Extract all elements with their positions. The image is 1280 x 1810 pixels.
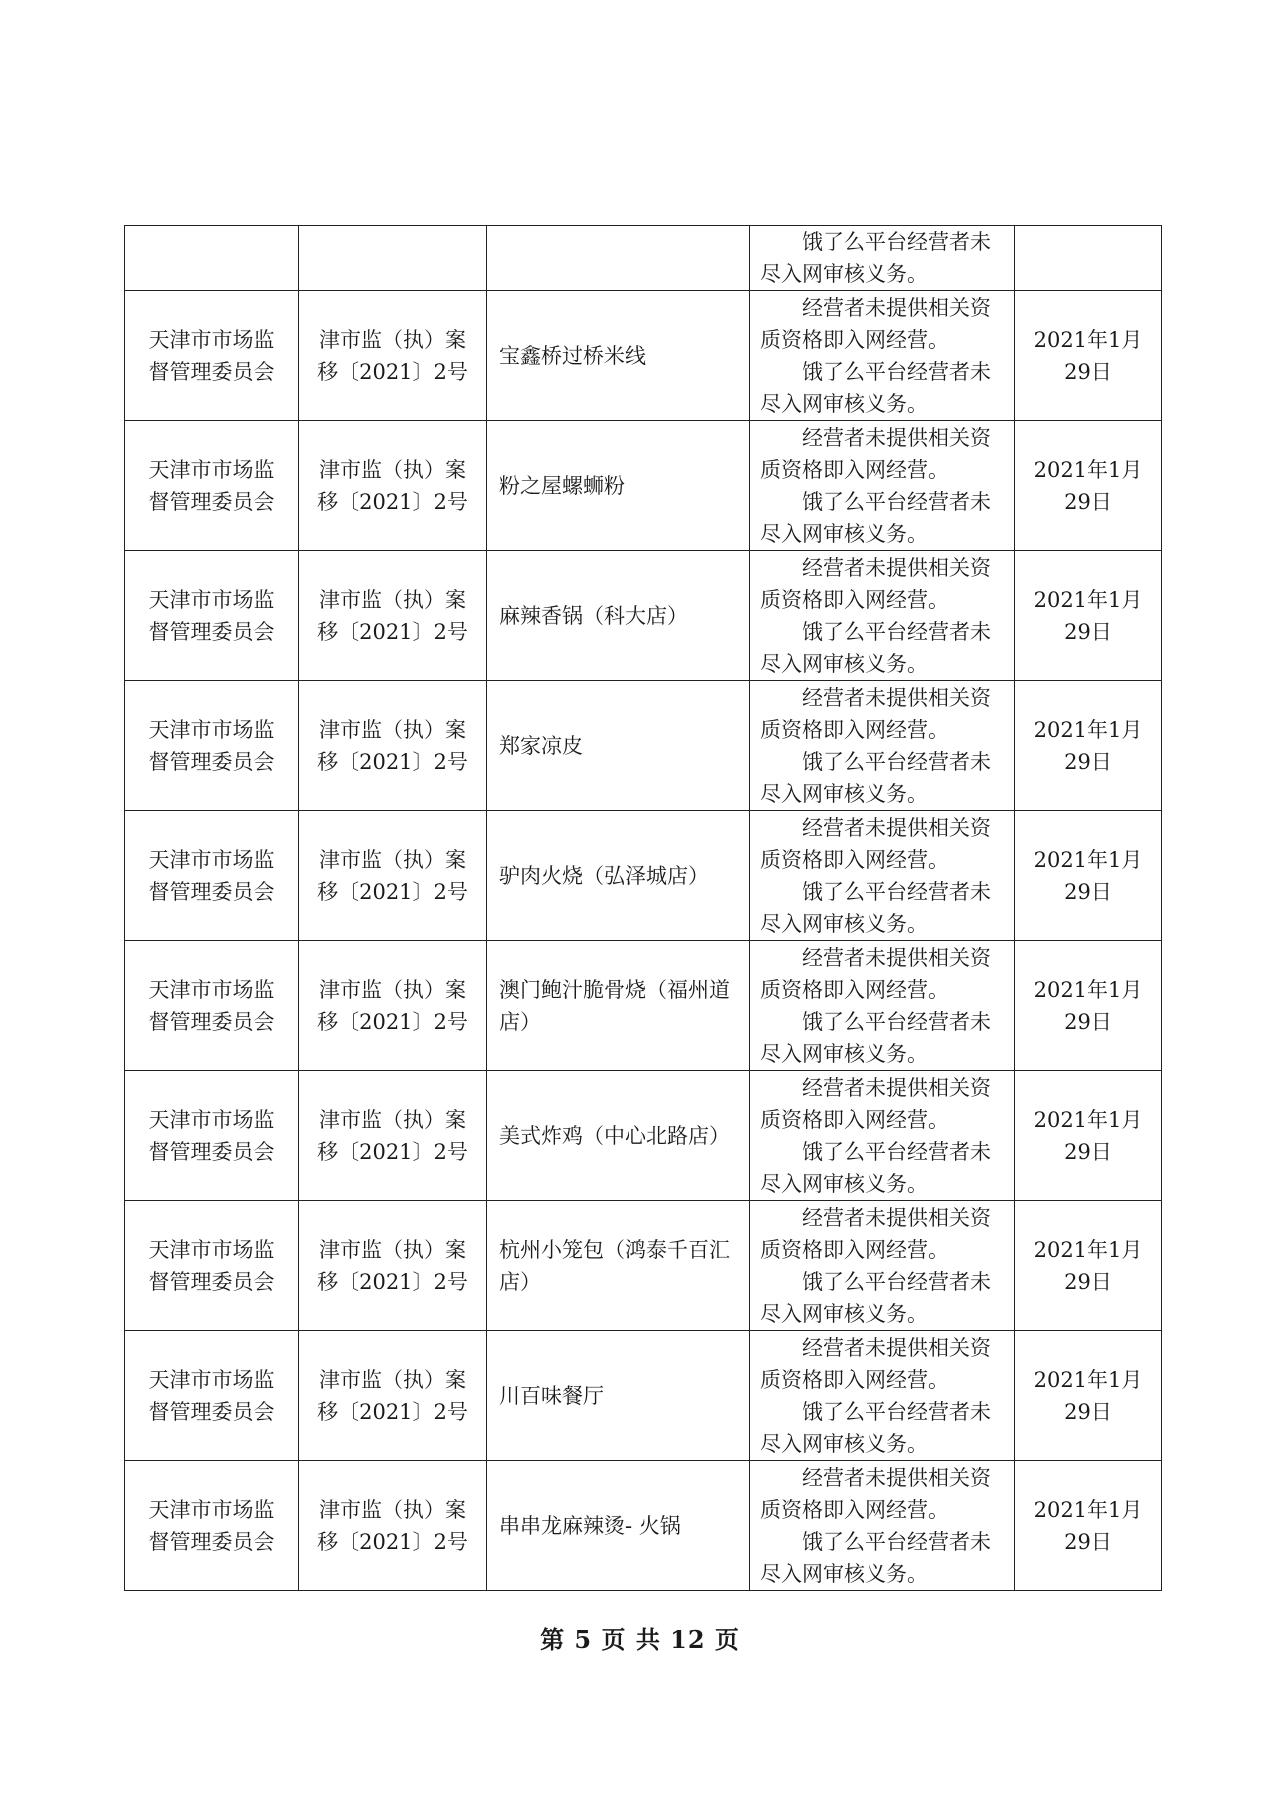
- cell-doc-number-line: 移〔2021〕2号: [317, 619, 468, 644]
- cell-doc-number-line: 津市监（执）案: [319, 1497, 466, 1522]
- cell-reason-line: 尽入网审核义务。: [760, 1171, 928, 1196]
- cell-org: [125, 1201, 299, 1331]
- cell-reason-line: 饿了么平台经营者未: [802, 749, 991, 774]
- cell-date-line: 29日: [1064, 1009, 1112, 1034]
- cell-reason-line: 质资格即入网经营。: [760, 1107, 949, 1132]
- cell-reason-line: 经营者未提供相关资: [802, 425, 991, 450]
- cell-store-name-line: 店）: [499, 1269, 541, 1294]
- cell-doc-number-line: 移〔2021〕2号: [317, 1269, 468, 1294]
- cell-org-line: 督管理委员会: [148, 359, 275, 384]
- cell-doc-number: [299, 1461, 487, 1591]
- cell-reason-line: 经营者未提供相关资: [802, 1075, 991, 1100]
- cell-date: [1015, 551, 1162, 681]
- cell-store-name-line: 串串龙麻辣烫- 火锅: [499, 1513, 681, 1538]
- cell-reason-line: 质资格即入网经营。: [760, 977, 949, 1002]
- cell-reason: [750, 811, 1015, 941]
- cell-store-name: [487, 1331, 750, 1461]
- cell-org-line: 天津市市场监: [148, 977, 275, 1002]
- cell-date-line: 29日: [1064, 359, 1112, 384]
- cell-store-name-line: 麻辣香锅（科大店）: [499, 603, 688, 628]
- table-row: [125, 1331, 1162, 1461]
- cell-reason: [750, 226, 1015, 291]
- cell-org-line: 天津市市场监: [148, 1237, 275, 1262]
- cell-store-name-line: 郑家凉皮: [499, 733, 583, 758]
- cell-doc-number-line: 移〔2021〕2号: [317, 879, 468, 904]
- cell-store-name-line: 宝鑫桥过桥米线: [499, 343, 646, 368]
- cell-reason-line: 质资格即入网经营。: [760, 587, 949, 612]
- cell-store-name-line: 美式炸鸡（中心北路店）: [499, 1123, 730, 1148]
- cell-org-line: 天津市市场监: [148, 1107, 275, 1132]
- cell-doc-number: [299, 811, 487, 941]
- cell-reason-line: 饿了么平台经营者未: [802, 1529, 991, 1554]
- cell-date-line: 29日: [1064, 489, 1112, 514]
- table-row: [125, 1071, 1162, 1201]
- cell-store-name-line: 澳门鲍汁脆骨烧（福州道: [499, 977, 730, 1002]
- cell-doc-number-line: 津市监（执）案: [319, 587, 466, 612]
- cell-store-name: [487, 226, 750, 291]
- cell-org-line: 督管理委员会: [148, 619, 275, 644]
- cell-date-line: 2021年1月: [1033, 1497, 1143, 1522]
- cell-store-name-line: 驴肉火烧（弘泽城店）: [499, 863, 709, 888]
- cell-reason-line: 饿了么平台经营者未: [802, 619, 991, 644]
- cell-reason-line: 尽入网审核义务。: [760, 521, 928, 546]
- cell-org-line: 督管理委员会: [148, 1399, 275, 1424]
- page-number-footer: 第 5 页 共 12 页: [540, 1625, 740, 1654]
- cell-reason: [750, 941, 1015, 1071]
- cell-reason: [750, 1331, 1015, 1461]
- cell-org-line: 天津市市场监: [148, 1497, 275, 1522]
- cell-store-name: [487, 1071, 750, 1201]
- cell-reason-line: 经营者未提供相关资: [802, 555, 991, 580]
- cell-reason-line: 尽入网审核义务。: [760, 1431, 928, 1456]
- cell-reason-line: 饿了么平台经营者未: [802, 1399, 991, 1424]
- cell-org: [125, 551, 299, 681]
- cell-date-line: 2021年1月: [1033, 587, 1143, 612]
- cell-date-line: 29日: [1064, 1269, 1112, 1294]
- cell-doc-number-line: 移〔2021〕2号: [317, 749, 468, 774]
- table-row: [125, 681, 1162, 811]
- cell-date-line: 2021年1月: [1033, 1367, 1143, 1392]
- cell-org-line: 督管理委员会: [148, 489, 275, 514]
- cell-reason-line: 经营者未提供相关资: [802, 685, 991, 710]
- cell-reason-line: 质资格即入网经营。: [760, 1367, 949, 1392]
- cell-org: [125, 1461, 299, 1591]
- cell-reason: [750, 421, 1015, 551]
- cell-date-line: 29日: [1064, 619, 1112, 644]
- cell-reason-line: 饿了么平台经营者未: [802, 359, 991, 384]
- cell-doc-number-line: 移〔2021〕2号: [317, 1009, 468, 1034]
- cell-org: [125, 421, 299, 551]
- cell-org: [125, 226, 299, 291]
- cell-org-line: 天津市市场监: [148, 1367, 275, 1392]
- cell-doc-number-line: 移〔2021〕2号: [317, 1139, 468, 1164]
- cell-org-line: 天津市市场监: [148, 587, 275, 612]
- cell-org-line: 督管理委员会: [148, 749, 275, 774]
- cell-org-line: 天津市市场监: [148, 327, 275, 352]
- cell-org: [125, 1331, 299, 1461]
- cell-org-line: 督管理委员会: [148, 1009, 275, 1034]
- cell-doc-number-line: 津市监（执）案: [319, 327, 466, 352]
- cell-date: [1015, 681, 1162, 811]
- table-row: [125, 811, 1162, 941]
- cell-reason-line: 经营者未提供相关资: [802, 1335, 991, 1360]
- cell-org: [125, 941, 299, 1071]
- cell-org-line: 天津市市场监: [148, 717, 275, 742]
- cell-doc-number: [299, 1071, 487, 1201]
- cell-date-line: 2021年1月: [1033, 847, 1143, 872]
- cell-store-name: [487, 1201, 750, 1331]
- cell-date-line: 2021年1月: [1033, 1107, 1143, 1132]
- table-row-continuation: [125, 226, 1162, 291]
- cell-reason: [750, 291, 1015, 421]
- cell-reason-line: 饿了么平台经营者未: [802, 1269, 991, 1294]
- cell-doc-number: [299, 1331, 487, 1461]
- table-row: [125, 1461, 1162, 1591]
- cell-reason-line: 质资格即入网经营。: [760, 847, 949, 872]
- cell-date: [1015, 421, 1162, 551]
- cell-reason-line: 经营者未提供相关资: [802, 1205, 991, 1230]
- cell-doc-number: [299, 941, 487, 1071]
- cell-doc-number: [299, 421, 487, 551]
- cell-org: [125, 291, 299, 421]
- cell-org: [125, 1071, 299, 1201]
- cell-doc-number: [299, 1201, 487, 1331]
- table-body: [125, 226, 1162, 1591]
- cell-store-name: [487, 421, 750, 551]
- cell-date: [1015, 1071, 1162, 1201]
- cell-reason-line: 尽入网审核义务。: [760, 1041, 928, 1066]
- cell-doc-number-line: 津市监（执）案: [319, 977, 466, 1002]
- cell-reason: [750, 1071, 1015, 1201]
- cell-date: [1015, 1201, 1162, 1331]
- cell-reason: [750, 681, 1015, 811]
- cell-reason-line: 质资格即入网经营。: [760, 717, 949, 742]
- cell-reason-line: 尽入网审核义务。: [760, 1561, 928, 1586]
- reason-line: 尽入网审核义务。: [760, 262, 928, 286]
- cell-doc-number-line: 津市监（执）案: [319, 717, 466, 742]
- cell-date-line: 2021年1月: [1033, 977, 1143, 1002]
- cell-reason: [750, 1461, 1015, 1591]
- cell-reason-line: 尽入网审核义务。: [760, 1301, 928, 1326]
- cell-reason: [750, 1201, 1015, 1331]
- cell-doc-number-line: 津市监（执）案: [319, 847, 466, 872]
- cell-date-line: 29日: [1064, 1529, 1112, 1554]
- table-row: [125, 941, 1162, 1071]
- cell-date-line: 2021年1月: [1033, 1237, 1143, 1262]
- cell-date-line: 29日: [1064, 1139, 1112, 1164]
- table-row: [125, 1201, 1162, 1331]
- cell-reason-line: 质资格即入网经营。: [760, 1497, 949, 1522]
- cell-date: [1015, 1331, 1162, 1461]
- cell-reason-line: 经营者未提供相关资: [802, 945, 991, 970]
- cell-store-name-line: 粉之屋螺蛳粉: [499, 473, 625, 498]
- cell-org-line: 督管理委员会: [148, 879, 275, 904]
- cell-date: [1015, 941, 1162, 1071]
- cell-date-line: 2021年1月: [1033, 457, 1143, 482]
- cell-doc-number-line: 津市监（执）案: [319, 1367, 466, 1392]
- cell-doc-number: [299, 551, 487, 681]
- cell-store-name: [487, 941, 750, 1071]
- cell-doc-number-line: 移〔2021〕2号: [317, 359, 468, 384]
- cell-reason-line: 尽入网审核义务。: [760, 781, 928, 806]
- cell-reason: [750, 551, 1015, 681]
- enforcement-table: [124, 225, 1162, 1591]
- cell-reason-line: 尽入网审核义务。: [760, 911, 928, 936]
- cell-doc-number-line: 津市监（执）案: [319, 1107, 466, 1132]
- cell-store-name: [487, 551, 750, 681]
- cell-date: [1015, 226, 1162, 291]
- cell-org-line: 督管理委员会: [148, 1269, 275, 1294]
- cell-org-line: 督管理委员会: [148, 1529, 275, 1554]
- table-row: [125, 551, 1162, 681]
- table-row: [125, 421, 1162, 551]
- cell-doc-number-line: 移〔2021〕2号: [317, 489, 468, 514]
- cell-date-line: 2021年1月: [1033, 717, 1143, 742]
- cell-date-line: 29日: [1064, 749, 1112, 774]
- cell-date-line: 29日: [1064, 879, 1112, 904]
- cell-org-line: 天津市市场监: [148, 457, 275, 482]
- cell-doc-number: [299, 226, 487, 291]
- cell-reason-line: 质资格即入网经营。: [760, 327, 949, 352]
- cell-reason-line: 质资格即入网经营。: [760, 1237, 949, 1262]
- cell-doc-number: [299, 291, 487, 421]
- cell-org-line: 督管理委员会: [148, 1139, 275, 1164]
- cell-reason-line: 尽入网审核义务。: [760, 651, 928, 676]
- cell-date-line: 29日: [1064, 1399, 1112, 1424]
- cell-date: [1015, 1461, 1162, 1591]
- cell-store-name: [487, 811, 750, 941]
- cell-date: [1015, 811, 1162, 941]
- cell-reason-line: 经营者未提供相关资: [802, 1465, 991, 1490]
- cell-reason-line: 质资格即入网经营。: [760, 457, 949, 482]
- cell-reason-line: 经营者未提供相关资: [802, 295, 991, 320]
- cell-date: [1015, 291, 1162, 421]
- reason-line: 饿了么平台经营者未: [802, 230, 991, 254]
- cell-store-name-line: 川百味餐厅: [499, 1383, 604, 1408]
- cell-reason-line: 经营者未提供相关资: [802, 815, 991, 840]
- cell-store-name-line: 杭州小笼包（鸿泰千百汇: [499, 1237, 730, 1262]
- cell-org: [125, 681, 299, 811]
- cell-doc-number: [299, 681, 487, 811]
- cell-doc-number-line: 移〔2021〕2号: [317, 1529, 468, 1554]
- cell-reason-line: 饿了么平台经营者未: [802, 879, 991, 904]
- cell-reason-line: 饿了么平台经营者未: [802, 1139, 991, 1164]
- cell-store-name-line: 店）: [499, 1009, 541, 1034]
- cell-store-name: [487, 1461, 750, 1591]
- cell-doc-number-line: 津市监（执）案: [319, 457, 466, 482]
- cell-org-line: 天津市市场监: [148, 847, 275, 872]
- cell-org: [125, 811, 299, 941]
- cell-reason-line: 饿了么平台经营者未: [802, 489, 991, 514]
- table-row: [125, 291, 1162, 421]
- cell-store-name: [487, 681, 750, 811]
- cell-doc-number-line: 津市监（执）案: [319, 1237, 466, 1262]
- cell-date-line: 2021年1月: [1033, 327, 1143, 352]
- cell-doc-number-line: 移〔2021〕2号: [317, 1399, 468, 1424]
- cell-store-name: [487, 291, 750, 421]
- cell-reason-line: 尽入网审核义务。: [760, 391, 928, 416]
- cell-reason-line: 饿了么平台经营者未: [802, 1009, 991, 1034]
